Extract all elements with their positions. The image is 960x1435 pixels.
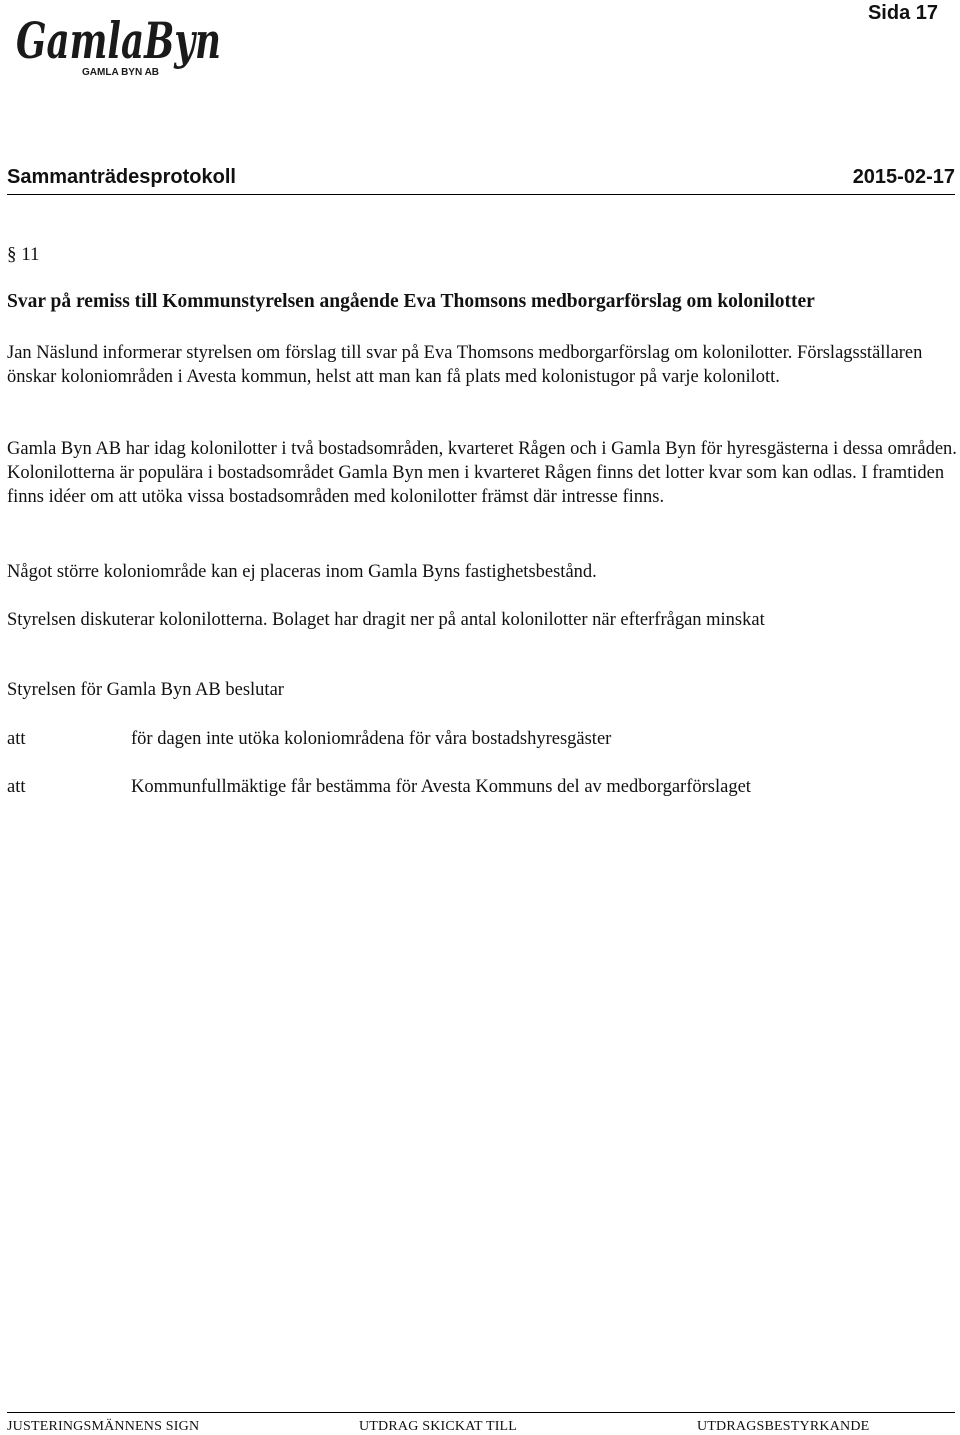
decision-intro: Styrelsen för Gamla Byn AB beslutar xyxy=(7,680,284,700)
page-number: Sida 17 xyxy=(867,2,938,24)
decision-text: Kommunfullmäktige får bestämma för Avesta Kommuns del av medborgarförslaget xyxy=(131,777,751,797)
decision-lead: att xyxy=(7,729,26,749)
footer-sign: JUSTERINGSMÄNNENS SIGN xyxy=(7,1419,200,1434)
footer-sent: UTDRAG SKICKAT TILL xyxy=(359,1419,518,1434)
paragraph-number: § 11 xyxy=(7,244,40,265)
section-heading: Svar på remiss till Kommunstyrelsen angående Eva Thomsons medborgarförslag om kolonilotter xyxy=(7,291,815,312)
footer-certified: UTDRAGSBESTYRKANDE xyxy=(697,1419,870,1434)
body-paragraph: Gamla Byn AB har idag kolonilotter i två bostadsområden, kvarteret Rågen och i Gamla Byn för hyresgästerna i dessa områden. Kolonilotterna är populära i bostadsområdet Gamla Byn men i kvarteret Rågen finns det lotter kvar som kan odlas. I framtiden finns idéer om att utöka vissa bostadsområden med kolonilotter främst där intresse finns. xyxy=(7,439,957,507)
decision-text: för dagen inte utöka koloniområdena för våra bostadshyresgäster xyxy=(131,729,612,749)
logo-wordmark: GamlaByn xyxy=(16,11,221,70)
document-date: 2015-02-17 xyxy=(852,166,955,188)
document-header xyxy=(7,164,955,195)
document-title: Sammanträdesprotokoll xyxy=(7,166,236,188)
body-paragraph: Styrelsen diskuterar kolonilotterna. Bolaget har dragit ner på antal kolonilotter när efterfrågan minskat xyxy=(7,610,765,630)
body-paragraph: Något större koloniområde kan ej placeras inom Gamla Byns fastighetsbestånd. xyxy=(7,562,597,582)
decision-lead: att xyxy=(7,777,26,797)
body-paragraph: Jan Näslund informerar styrelsen om förslag till svar på Eva Thomsons medborgarförslag om kolonilotter. Förslagsställaren önskar koloniområden i Avesta kommun, helst att man kan få plats med kolonistugor på varje kolonilott. xyxy=(7,343,923,387)
logo-subtitle: GAMLA BYN AB xyxy=(82,67,160,78)
gamla-byn-logo xyxy=(14,2,229,80)
document-footer xyxy=(7,1412,955,1435)
